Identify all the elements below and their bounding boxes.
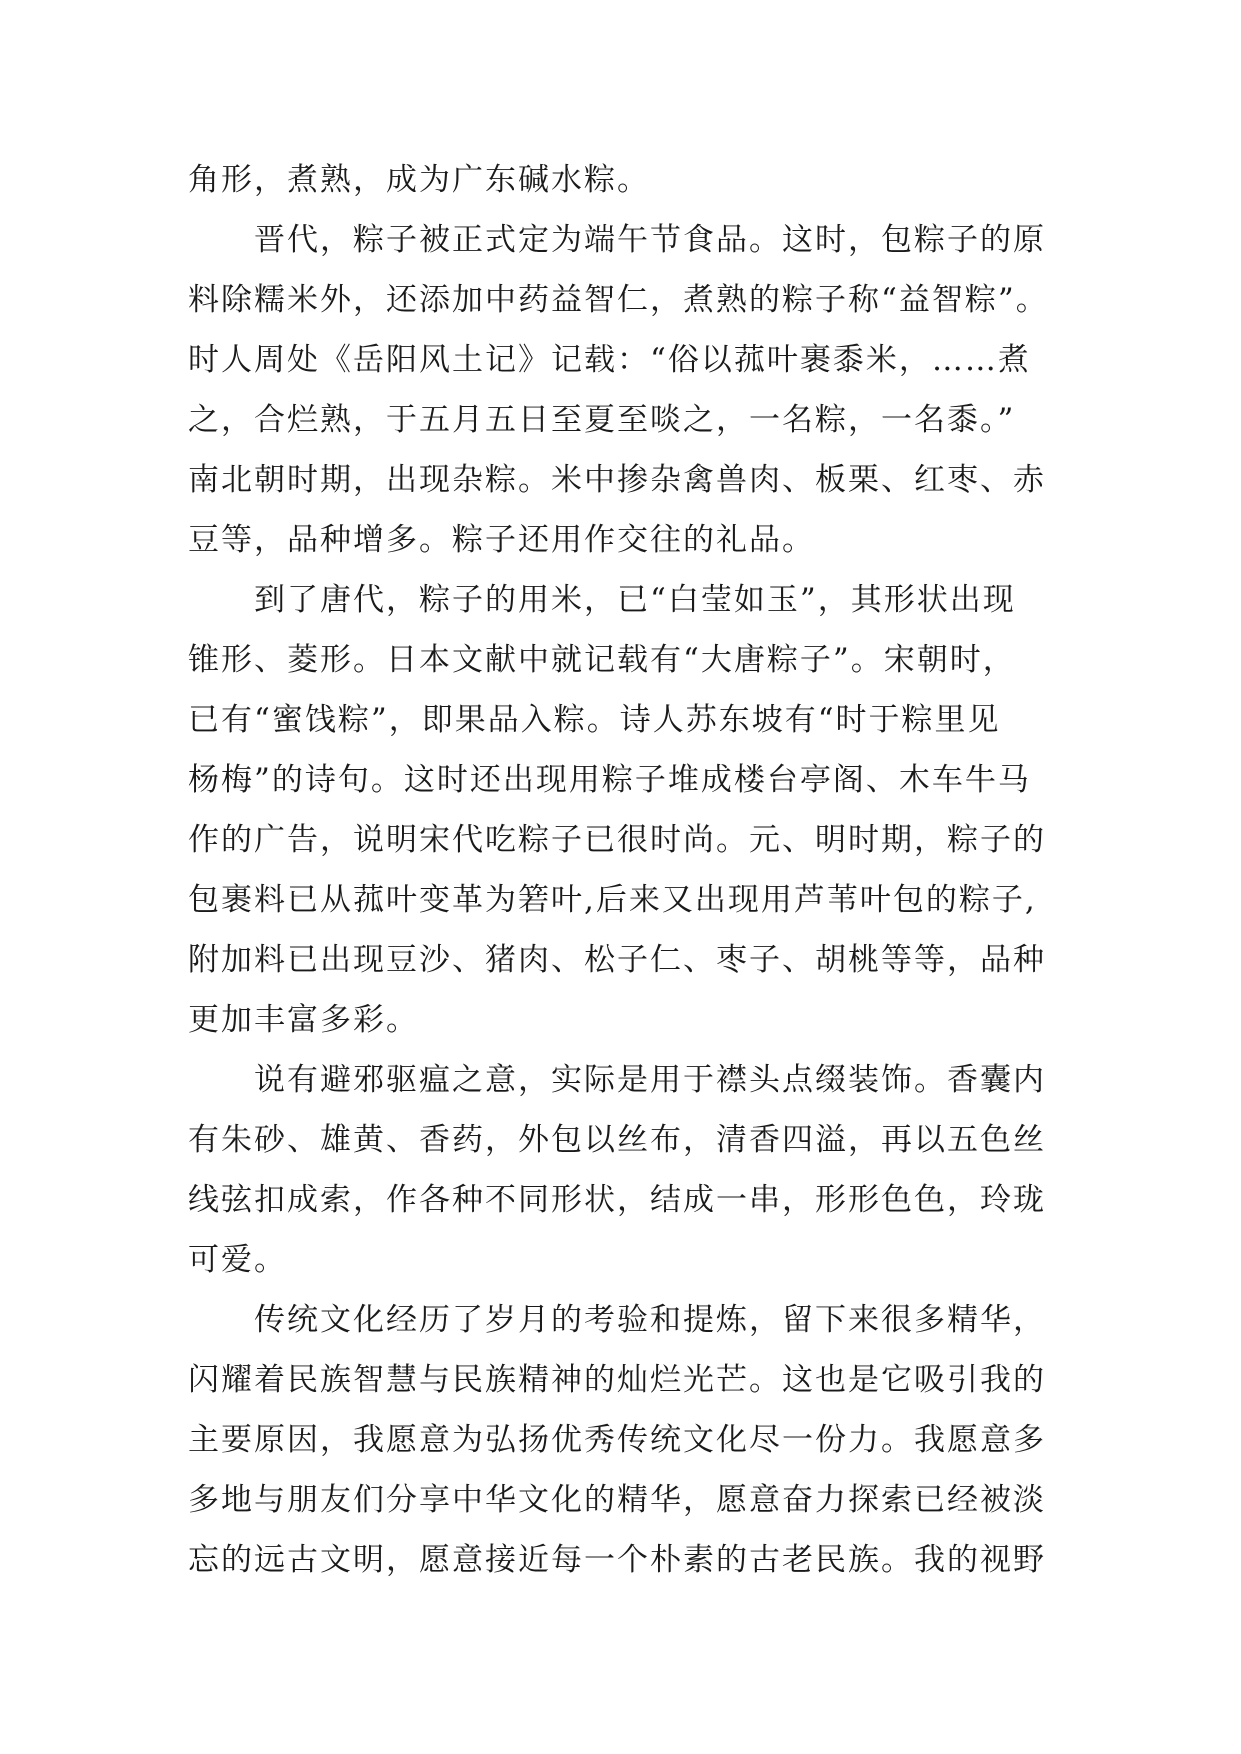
text-line: 晋代，粽子被正式定为端午节食品。这时，包粽子的原 <box>188 222 1046 258</box>
text-line: 之，合烂熟，于五月五日至夏至啖之，一名粽，一名黍。” <box>188 402 1016 438</box>
text-line: 忘的远古文明，愿意接近每一个朴素的古老民族。我的视野 <box>188 1542 1046 1578</box>
text-line: 到了唐代，粽子的用米，已“白莹如玉”，其形状出现 <box>188 582 1016 618</box>
text-line: 线弦扣成索，作各种不同形状，结成一串，形形色色，玲珑 <box>188 1182 1046 1218</box>
text-line: 角形，煮熟，成为广东碱水粽。 <box>188 162 650 198</box>
text-line: 可爱。 <box>188 1242 287 1278</box>
text-line: 主要原因，我愿意为弘扬优秀传统文化尽一份力。我愿意多 <box>188 1422 1046 1458</box>
text-line: 附加料已出现豆沙、猪肉、松子仁、枣子、胡桃等等，品种 <box>188 942 1046 978</box>
text-line: 锥形、菱形。日本文献中就记载有“大唐粽子”。宋朝时， <box>188 642 1016 678</box>
text-line: 更加丰富多彩。 <box>188 1002 419 1038</box>
text-line: 包裹料已从菰叶变革为箬叶,后来又出现用芦苇叶包的粽子, <box>188 882 1037 918</box>
text-line: 时人周处《岳阳风土记》记载：“俗以菰叶裹黍米，……煮 <box>188 342 1031 378</box>
text-line: 作的广告，说明宋代吃粽子已很时尚。元、明时期，粽子的 <box>188 822 1046 858</box>
text-line: 多地与朋友们分享中华文化的精华，愿意奋力探索已经被淡 <box>188 1482 1046 1518</box>
text-line: 传统文化经历了岁月的考验和提炼，留下来很多精华， <box>188 1302 1046 1338</box>
text-line: 说有避邪驱瘟之意，实际是用于襟头点缀装饰。香囊内 <box>188 1062 1046 1098</box>
document-body <box>188 150 1054 1590</box>
text-line: 有朱砂、雄黄、香药，外包以丝布，清香四溢，再以五色丝 <box>188 1122 1046 1158</box>
text-line: 杨梅”的诗句。这时还出现用粽子堆成楼台亭阁、木车牛马 <box>188 762 1031 798</box>
text-line: 南北朝时期，出现杂粽。米中掺杂禽兽肉、板栗、红枣、赤 <box>188 462 1046 498</box>
text-line: 料除糯米外，还添加中药益智仁，煮熟的粽子称“益智粽”。 <box>188 282 1049 318</box>
text-line: 豆等，品种增多。粽子还用作交往的礼品。 <box>188 522 815 558</box>
text-line: 已有“蜜饯粽”，即果品入粽。诗人苏东坡有“时于粽里见 <box>188 702 1001 738</box>
text-line: 闪耀着民族智慧与民族精神的灿烂光芒。这也是它吸引我的 <box>188 1362 1046 1398</box>
